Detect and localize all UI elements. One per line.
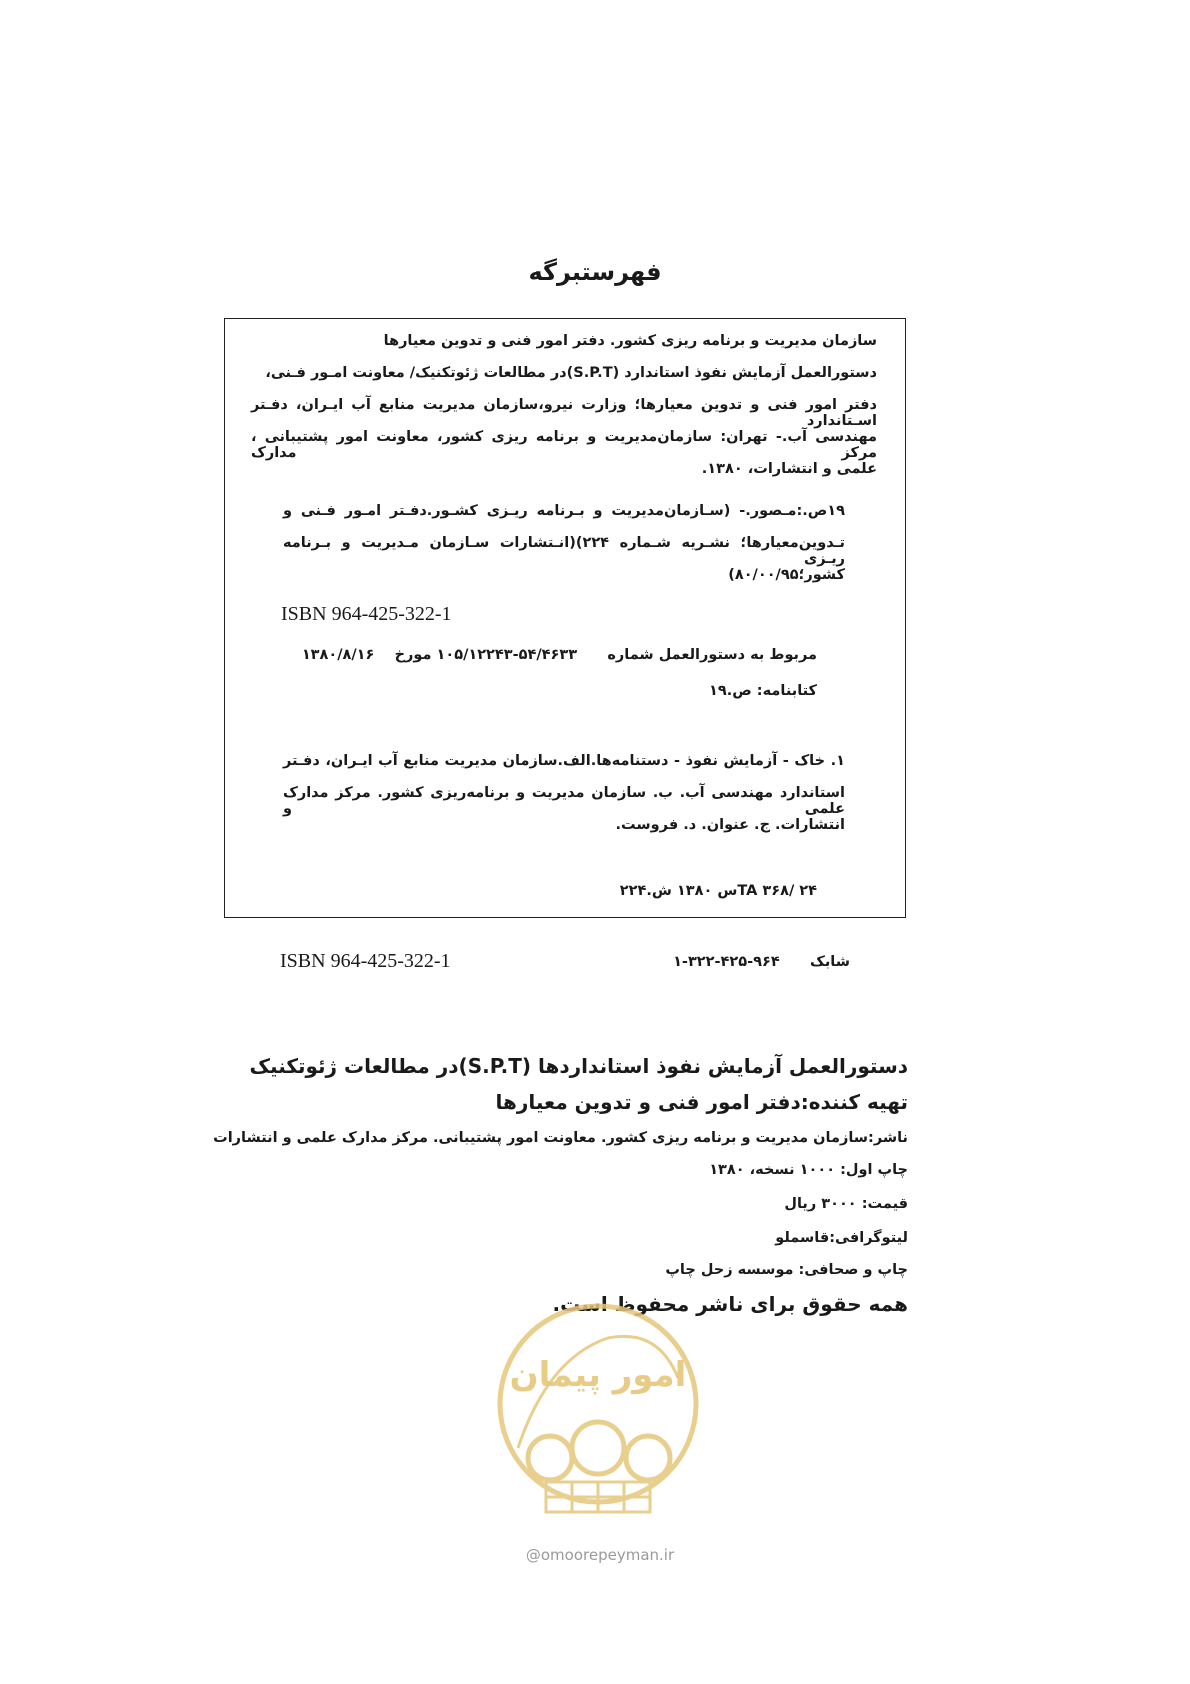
related-date-label: مورخ <box>394 647 432 663</box>
printing: چاپ و صحافی: موسسه زحل چاپ <box>665 1262 908 1278</box>
cip-subject: ۱. خاک - آزمایش نفوذ - دستنامه‌ها.الف.سازمان مدیریت منابع آب ایـران، دفـتر <box>283 753 845 769</box>
rights: همه حقوق برای ناشر محفوظ است. <box>552 1292 908 1316</box>
price: قیمت: ۳۰۰۰ ریال <box>784 1196 908 1212</box>
cip-line: ۱۹ص.:مـصور.- (سـازمان‌مدیریت و بـرنامه ریـزی کشـور.دفـتر امـور فـنی و <box>283 503 845 519</box>
cip-line: دستورالعمل آزمایش نفوذ استاندارد (S.P.T)در مطالعات ژئوتکنیک/ معاونت امـور فـنی، <box>265 365 877 381</box>
cip-line: کشور؛۸۰/۰۰/۹۵) <box>728 567 845 583</box>
related-number: ۵۴/۴۶۳۳-۱۰۵/۱۲۲۴۳ <box>436 647 578 663</box>
related-date: ۱۳۸۰/۸/۱۶ <box>301 647 375 663</box>
cip-box <box>224 318 906 918</box>
cip-line: دفتر امور فنی و تدوین معیارها؛ وزارت نیرو،سازمان مدیریت منابع آب ایـران، دفـتر اسـتاندارد <box>251 397 877 429</box>
watermark-site: @omoorepeyman.ir <box>525 1546 675 1564</box>
isbn-persian-value: ۹۶۴-۴۲۵-۳۲۲-۱ <box>673 954 780 970</box>
watermark-logo-text: امور پیمان <box>509 1355 687 1395</box>
cip-line: تـدوین‌معیارها؛ نشـریه شـماره ۲۲۴)(انـتشارات سـازمان مـدیریت و بـرنامه ریـزی <box>283 535 845 567</box>
first-edition: چاپ اول: ۱۰۰۰ نسخه، ۱۳۸۰ <box>709 1162 908 1178</box>
isbn-persian <box>673 954 850 970</box>
related-label: مربوط به دستورالعمل شماره <box>607 647 817 663</box>
prepared-by: تهیه کننده:دفتر امور فنی و تدوین معیارها <box>495 1090 908 1114</box>
cip-related <box>302 647 817 663</box>
cip-subject: انتشارات. ج. عنوان. د. فروست. <box>615 817 845 833</box>
watermark-logo <box>488 1298 708 1518</box>
publisher: ناشر:سازمان مدیریت و برنامه ریزی کشور. معاونت امور پشتیبانی. مرکز مدارک علمی و انتشارات <box>213 1130 908 1146</box>
cip-isbn: ISBN 964-425-322-1 <box>281 603 452 625</box>
lithography: لیتوگرافی:قاسملو <box>775 1230 908 1246</box>
cip-line: سازمان مدیریت و برنامه ریزی کشور. دفتر امور فنی و تدوین معیارها <box>383 333 877 349</box>
page-title: فهرستبرگه <box>528 258 662 286</box>
isbn-latin: ISBN 964-425-322-1 <box>280 950 451 972</box>
cip-bibliography: کتابنامه: ص.۱۹ <box>709 683 817 699</box>
cip-subject: استاندارد مهندسی آب. ب. سازمان مدیریت و برنامه‌ریزی کشور. مرکز مدارک علمی و <box>283 785 845 817</box>
isbn-persian-label: شابک <box>810 954 850 970</box>
cip-classification: TA ۳۶۸/ ۲۴س ۱۳۸۰ ش.۲۲۴ <box>619 883 817 899</box>
cip-line: علمی و انتشارات، ۱۳۸۰. <box>701 461 877 477</box>
book-title: دستورالعمل آزمایش نفوذ استانداردها (S.P.T)در مطالعات ژئوتکنیک <box>249 1054 908 1078</box>
cip-line: مهندسی آب.- تهران: سازمان‌مدیریت و برنامه ریزی کشور، معاونت امور پشتیبانی ، مرکز مدارک <box>251 429 877 461</box>
